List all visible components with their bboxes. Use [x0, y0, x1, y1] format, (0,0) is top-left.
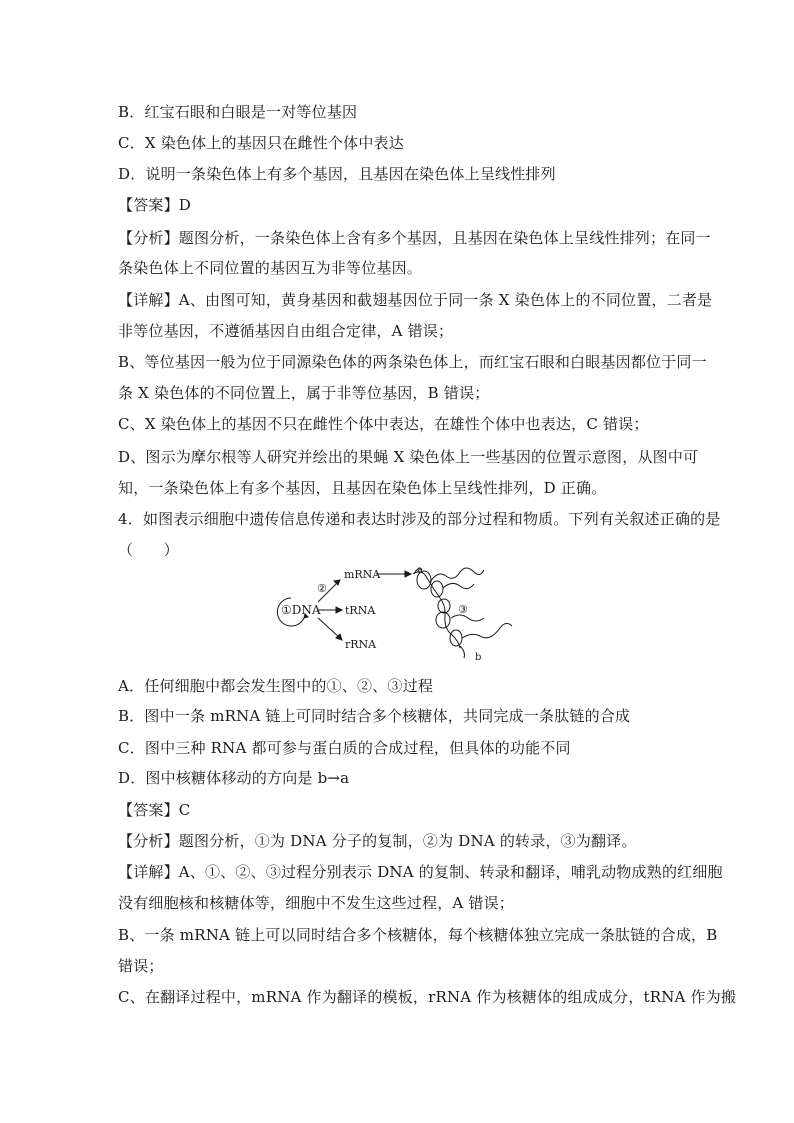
explanation-line: 条 X 染色体的不同位置上，属于非等位基因，B 错误； [118, 384, 490, 402]
option-c-line: C．图中三种 RNA 都可参与蛋白质的合成过程，但具体的功能不同 [118, 739, 571, 757]
explanation-line: 非等位基因，不遵循基因自由组合定律，A 错误； [118, 322, 454, 340]
peptide-chain [462, 623, 512, 638]
explanation-line: C、X 染色体上的基因不只在雌性个体中表达，在雄性个体中也表达，C 错误； [118, 415, 649, 433]
analysis-line: 【分析】题图分析，一条染色体上含有多个基因，且基因在染色体上呈线性排列；在同一 [118, 229, 711, 247]
answer-line: 【答案】D [118, 196, 192, 214]
answer-line: 【答案】C [118, 801, 191, 819]
a-label: a [417, 565, 423, 576]
ribosome [436, 612, 450, 628]
explanation-line: B、一条 mRNA 链上可以同时结合多个核糖体，每个核糖体独立完成一条肽链的合成，B [118, 926, 718, 944]
option-d-line: D．说明一条染色体上有多个基因，且基因在染色体上呈线性排列 [118, 165, 556, 183]
explanation-line: C、在翻译过程中，mRNA 作为翻译的模板，rRNA 作为核糖体的组成成分，tRNA 作为搬 [118, 988, 737, 1006]
option-d-line: D．图中核糖体移动的方向是 b→a [118, 769, 350, 787]
mrna-label: mRNA [344, 568, 381, 581]
rrna-label: rRNA [345, 638, 377, 651]
explanation-line: 没有细胞核和核糖体等，细胞中不发生这些过程，A 错误； [118, 894, 515, 912]
question-stem: 4．如图表示细胞中遗传信息传递和表达时涉及的部分过程和物质。下列有关叙述正确的是 [118, 510, 721, 528]
option-c-line: C．X 染色体上的基因只在雌性个体中表达 [118, 134, 404, 152]
explanation-line: 知，一条染色体上有多个基因，且基因在染色体上呈线性排列，D 正确。 [118, 479, 607, 497]
peptide-chain [430, 568, 484, 582]
explanation-line: 错误； [118, 957, 164, 975]
dna-label: ①DNA [281, 603, 321, 617]
option-a-line: A．任何细胞中都会发生图中的①、②、③过程 [118, 677, 434, 695]
explanation-line: 【详解】A、由图可知，黄身基因和截翅基因位于同一条 X 染色体上的不同位置，二者是 [118, 291, 713, 309]
explanation-line: D、图示为摩尔根等人研究并绘出的果蝇 X 染色体上一些基因的位置示意图，从图中可 [118, 448, 699, 466]
step-3-label: ③ [458, 603, 468, 616]
analysis-line: 【分析】题图分析，①为 DNA 分子的复制，②为 DNA 的转录，③为翻译。 [118, 832, 637, 850]
explanation-line: 【详解】A、①、②、③过程分别表示 DNA 的复制、转录和翻译，哺乳动物成熟的红细胞 [118, 863, 723, 881]
arrow-to-rrna [318, 618, 340, 638]
b-label: b [475, 652, 482, 663]
explanation-line: B、等位基因一般为位于同源染色体的两条染色体上，而红宝石眼和白眼基因都位于同一 [118, 353, 707, 371]
ribosome [450, 630, 462, 646]
option-b-line: B．红宝石眼和白眼是一对等位基因 [118, 103, 358, 121]
ribosome [431, 581, 443, 597]
question-blank: （ ） [118, 541, 179, 559]
option-b-line: B．图中一条 mRNA 链上可同时结合多个核糖体，共同完成一条肽链的合成 [118, 707, 631, 725]
trna-label: tRNA [345, 604, 376, 617]
peptide-chain [443, 583, 474, 588]
gene-expression-figure [270, 562, 530, 666]
analysis-line: 条染色体上不同位置的基因互为非等位基因。 [118, 259, 423, 277]
step-2-label: ② [317, 582, 327, 595]
